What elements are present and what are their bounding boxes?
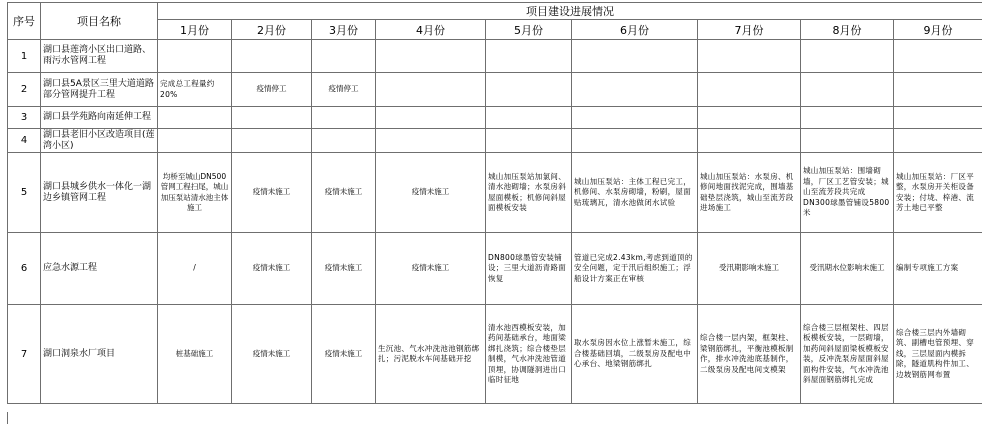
cell-month-9: [894, 40, 982, 73]
table-row: [8, 73, 982, 107]
table-row: [8, 305, 982, 404]
cell-month-5: [486, 107, 572, 129]
cell-month-5: 清水池西模板安装，加药间基础承台，地面梁绑扎浇筑；综合楼垫层制模，气水冲洗池管道顶埋，协调隧洞进出口临时征地: [486, 305, 572, 404]
header-month-8: 8月份: [801, 20, 894, 40]
cell-month-8: [801, 73, 894, 107]
cell-month-3: [312, 107, 376, 129]
cell-month-8: [801, 129, 894, 153]
row-seq: 1: [8, 40, 41, 73]
cell-month-7: 受汛期影响未施工: [698, 233, 801, 305]
cell-month-6: [572, 107, 698, 129]
cell-month-5: [486, 73, 572, 107]
cell-month-9: 城山加压泵站：厂区平整，水泵房开关柜设备安装；付垅、梓港、流芳土地已平整: [894, 153, 982, 233]
cell-month-2: [232, 40, 312, 73]
cell-month-6: 城山加压泵站：主体工程已完工，机修间、水泵房砌墙，粉刷，屋面贴琉璃瓦，清水池做闭水试验: [572, 153, 698, 233]
row-project-name: 湖口县莲湾小区出口道路、雨污水管网工程: [41, 40, 158, 73]
cell-month-9: 综合楼三层内外墙砌筑、副槽电管预埋、穿线，三层屋面内模拆除，隧道肌构件加工、边坡钢筋网布置: [894, 305, 982, 404]
row-project-name: 湖口县5A景区三里大道道路部分管网提升工程: [41, 73, 158, 107]
cell-month-2: [232, 107, 312, 129]
cell-month-7: 城山加压泵站：水泵房、机修间地面找泥完成，围墙基础垫层浇筑，城山至流芳段进场施工: [698, 153, 801, 233]
row-seq: 6: [8, 233, 41, 305]
cell-month-7: 综合楼一层内架，框架柱、梁钢筋绑扎，平衡池模板制作，排水冲洗池底基制作，二级泵房及配电间支模架: [698, 305, 801, 404]
row-seq: 4: [8, 129, 41, 153]
cell-month-6: [572, 73, 698, 107]
cell-month-7: [698, 129, 801, 153]
table-row: [8, 153, 982, 233]
header-seq: 序号: [8, 3, 41, 40]
cell-month-7: [698, 73, 801, 107]
cell-month-2: 疫情未施工: [232, 153, 312, 233]
header-month-6: 6月份: [572, 20, 698, 40]
cell-month-1: [158, 107, 232, 129]
cell-month-4: [376, 40, 486, 73]
header-month-2: 2月份: [232, 20, 312, 40]
cell-month-3: 疫情未施工: [312, 233, 376, 305]
cell-month-4: [376, 129, 486, 153]
cell-month-3: 疫情未施工: [312, 153, 376, 233]
row-project-name: 应急水源工程: [41, 233, 158, 305]
header-name: 项目名称: [41, 3, 158, 40]
row-seq: 5: [8, 153, 41, 233]
table-row: [8, 129, 982, 153]
header-month-7: 7月份: [698, 20, 801, 40]
cell-month-6: 取水泵房因水位上涨暂未施工，综合楼基础回填，二级泵房及配电中心承台、地梁钢筋绑扎: [572, 305, 698, 404]
row-seq: 2: [8, 73, 41, 107]
cell-month-9: [894, 107, 982, 129]
row-project-name: 湖口县学苑路向南延伸工程: [41, 107, 158, 129]
cell-month-2: 疫情未施工: [232, 305, 312, 404]
cell-month-5: 城山加压泵站加氯间、清水池砌墙；水泵房斜屋面模板；机修间斜屋面模板安装: [486, 153, 572, 233]
cell-month-9: 编制专项施工方案: [894, 233, 982, 305]
table-row: [8, 233, 982, 305]
cell-month-4: 生沉池、气水冲洗池池钢筋绑扎；污泥脱水车间基础开挖: [376, 305, 486, 404]
cell-month-9: [894, 73, 982, 107]
header-month-3: 3月份: [312, 20, 376, 40]
cell-month-6: 管道已完成2.43km,考虑到道顶的安全问题，定于汛后组织施工；浮船设计方案正在审核: [572, 233, 698, 305]
row-seq: 3: [8, 107, 41, 129]
header-progress: 项目建设进展情况: [158, 3, 982, 20]
cell-month-3: [312, 40, 376, 73]
cell-month-1: [158, 129, 232, 153]
cell-month-2: 疫情未施工: [232, 233, 312, 305]
cell-month-3: [312, 129, 376, 153]
row-project-name: 湖口县城乡供水一体化一湖边乡镇管网工程: [41, 153, 158, 233]
cell-month-4: 疫情未施工: [376, 153, 486, 233]
cell-month-1: [158, 40, 232, 73]
cell-month-4: [376, 107, 486, 129]
cell-month-9: [894, 129, 982, 153]
table-border-tail: [7, 412, 8, 424]
cell-month-8: [801, 40, 894, 73]
cell-month-7: [698, 107, 801, 129]
cell-month-1: 完成总工程量约20%: [158, 73, 232, 107]
cell-month-1: 桩基础施工: [158, 305, 232, 404]
cell-month-5: [486, 129, 572, 153]
header-month-4: 4月份: [376, 20, 486, 40]
row-project-name: 湖口县老旧小区改造项目(莲湾小区): [41, 129, 158, 153]
row-seq: 7: [8, 305, 41, 404]
cell-month-7: [698, 40, 801, 73]
cell-month-1: 均桥至城山DN500管网工程扫尾，城山加压泵站清水池主体施工: [158, 153, 232, 233]
cell-month-5: [486, 40, 572, 73]
cell-month-1: /: [158, 233, 232, 305]
cell-month-4: [376, 73, 486, 107]
cell-month-6: [572, 129, 698, 153]
cell-month-6: [572, 40, 698, 73]
cell-month-8: 综合楼三层框架柱、四层板模板安装，一层砌墙，加药间斜屋面梁板模板安装，反冲洗泵房屋面斜屋面构件安装，气水冲洗池斜屋面钢筋绑扎完成: [801, 305, 894, 404]
row-project-name: 湖口洞泉水厂项目: [41, 305, 158, 404]
cell-month-8: 受汛期水位影响未施工: [801, 233, 894, 305]
table-row: [8, 107, 982, 129]
cell-month-2: [232, 129, 312, 153]
header-month-1: 1月份: [158, 20, 232, 40]
cell-month-2: 疫情停工: [232, 73, 312, 107]
cell-month-8: 城山加压泵站：围墙砌墙，厂区工艺管安装；城山至流芳段共完成DN300球墨管铺设5800米: [801, 153, 894, 233]
cell-month-3: 疫情未施工: [312, 305, 376, 404]
cell-month-8: [801, 107, 894, 129]
table-row: [8, 40, 982, 73]
header-month-9: 9月份: [894, 20, 982, 40]
header-month-5: 5月份: [486, 20, 572, 40]
cell-month-3: 疫情停工: [312, 73, 376, 107]
cell-month-4: 疫情未施工: [376, 233, 486, 305]
cell-month-5: DN800球墨管安装铺设；三里大道沥青路面恢复: [486, 233, 572, 305]
progress-table: [7, 2, 982, 404]
